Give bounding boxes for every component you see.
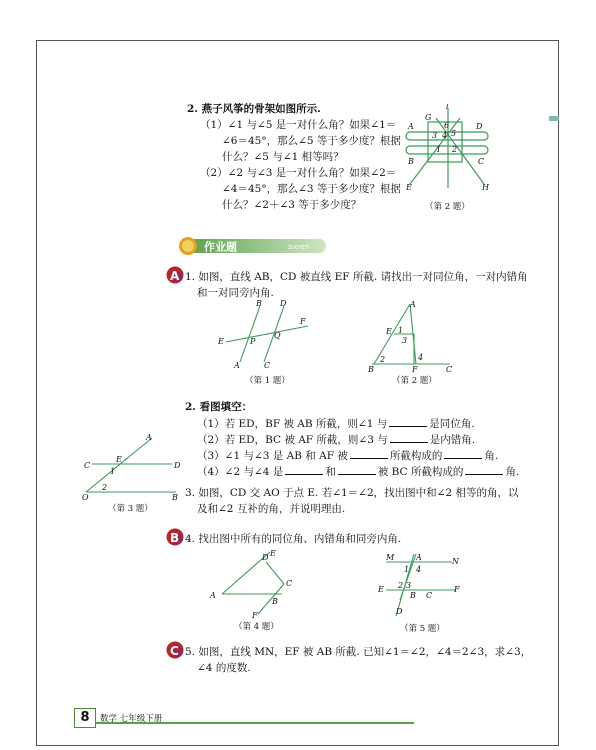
q2-top-line3: ∠6＝45°，那么∠5 等于多少度？根据 [222, 135, 401, 147]
fig4-label-D: D [262, 553, 269, 562]
fig5-label-A: A [416, 553, 422, 562]
fig3-label-2: 2 [102, 483, 108, 492]
q2-top-line5: （2）∠2 与∠3 是一对什么角？如果∠2＝ [200, 167, 397, 179]
fig3-label-B: B [172, 493, 178, 502]
fig4-label-E: E [270, 549, 276, 558]
edge-tab [549, 116, 559, 121]
fig5-label-F: F [454, 585, 460, 594]
level-a-badge [166, 266, 184, 284]
fig2-caption: （第 2 题） [392, 376, 437, 386]
a-q2-item4: （4）∠2 与∠4 是 和 被 BC 所截构成的 角. [197, 466, 520, 478]
fig3-label-A: A [146, 433, 152, 442]
fig4-label-C: C [286, 579, 293, 588]
fig4-caption: （第 4 题） [234, 622, 279, 632]
fig2-triangle [366, 300, 462, 374]
q2-top-line6: ∠4＝45°，那么∠3 等于多少度？根据 [222, 183, 401, 195]
c-q5-line2: ∠4 的度数. [197, 662, 251, 674]
level-c-badge [166, 641, 184, 659]
kite-label-C: C [478, 157, 485, 166]
a-q2-item1: （1）若 ED，BF 被 AB 所截，则∠1 与 是同位角. [197, 418, 475, 430]
kite-label-B: B [408, 157, 414, 166]
kite-label-E: E [406, 183, 412, 192]
fig4-label-B: B [272, 597, 278, 606]
fig1-label-Q: Q [274, 331, 281, 340]
level-a-label: A [170, 269, 180, 283]
fig2-label-3: 3 [402, 336, 408, 345]
a-q3-line2: 及和∠2 互补的角，并说明理由. [197, 503, 346, 515]
q2-top-line4: 什么？∠5 与∠1 相等吗？ [222, 151, 344, 163]
fig1-label-D: D [280, 299, 287, 308]
fig1-caption: （第 1 题） [245, 376, 290, 386]
fig1-label-C: C [264, 361, 271, 370]
fig5-label-M: M [386, 553, 395, 562]
kite-label-D: D [476, 122, 483, 131]
fig3-label-C: C [84, 461, 91, 470]
a-q2-item3: （3）∠1 与∠3 是 AB 和 AF 被 所截构成的 角. [197, 450, 499, 462]
kite-label-4: 4 [442, 131, 448, 140]
kite-label-A: A [408, 122, 414, 131]
fig2-label-1: 1 [398, 326, 404, 335]
fig2-label-B: B [368, 365, 374, 374]
fig3-caption: （第 3 题） [108, 504, 153, 514]
fig1-label-F: F [300, 317, 306, 326]
fig5-label-N: N [452, 557, 459, 566]
a-q1-line2: 和一对同旁内角. [197, 287, 274, 299]
a-q1-line1: 1. 如图，直线 AB，CD 被直线 EF 所截. 请找出一对同位角，一对内错角 [185, 271, 528, 283]
fig1-label-A: A [234, 361, 240, 370]
fig3-label-D: D [174, 461, 180, 470]
banner-title: 作业题 [204, 240, 237, 254]
fig5-label-2: 2 [398, 581, 404, 590]
q2-top-line7: 什么？∠2＋∠3 等于多少度？ [222, 199, 362, 211]
page-number: 8 [74, 708, 96, 728]
kite-figure [396, 104, 496, 200]
fig1-label-B: B [256, 299, 262, 308]
fig3-label-E: E [116, 455, 122, 464]
kite-label-5: 5 [451, 129, 457, 138]
fig2-label-C: C [446, 365, 453, 374]
kite-label-H: H [482, 183, 489, 192]
book-title: 数学 七年级下册 [100, 714, 163, 724]
c-q5-line1: 5. 如图，直线 MN，EF 被 AB 所截. 已知∠1＝∠2，∠4＝2∠3，求∠3， [185, 646, 532, 658]
fig5-label-C: C [426, 591, 433, 600]
kite-label-3: 3 [432, 131, 438, 140]
a-q2-item2: （2）若 ED，BC 被 AF 所截，则∠3 与 是内错角. [197, 434, 476, 446]
kite-label-1: 1 [436, 145, 442, 154]
fig2-label-A: A [410, 300, 416, 309]
level-b-label: B [170, 531, 180, 545]
fig5-label-B: B [410, 591, 416, 600]
kite-label-6: 6 [444, 121, 450, 130]
fig5-label-1: 1 [404, 565, 410, 574]
fig5-transversal [376, 552, 464, 622]
fig2-label-2: 2 [380, 355, 386, 364]
q2-top-line2: （1）∠1 与∠5 是一对什么角？如果∠1＝ [200, 119, 397, 131]
fig5-label-E: E [378, 585, 384, 594]
a-q2-title: 2. 看图填空： [185, 401, 253, 413]
fig1-parallel-lines [212, 298, 316, 372]
fig2-label-E: E [386, 327, 392, 336]
level-c-label: C [170, 644, 179, 658]
fig5-label-4: 4 [416, 565, 422, 574]
fig2-label-F: F [412, 365, 418, 374]
fig1-label-P: P [250, 337, 256, 346]
fig3-label-O: O [82, 493, 89, 502]
q2-top-line1: 2. 燕子风筝的骨架如图所示. [187, 103, 321, 115]
fig4-quadrilateral [206, 548, 298, 620]
banner-subtitle: ZUOYETI [288, 245, 310, 251]
level-b-badge [166, 528, 184, 546]
fig1-label-E: E [218, 337, 224, 346]
kite-label-l: l [446, 104, 449, 111]
a-q3-line1: 3. 如图，CD 交 AO 于点 E. 若∠1＝∠2，找出图中和∠2 相等的角，以 [185, 487, 519, 499]
fig3-label-1: 1 [110, 467, 116, 476]
b-q4-line: 4. 找出图中所有的同位角、内错角和同旁内角. [185, 533, 402, 545]
fig5-label-3: 3 [406, 581, 412, 590]
kite-label-2: 2 [452, 145, 458, 154]
kite-caption: （第 2 题） [425, 202, 470, 212]
fig3-angle [80, 430, 180, 502]
fig2-label-4: 4 [418, 353, 424, 362]
homework-banner [176, 236, 328, 256]
fig4-label-F: F [252, 611, 258, 620]
fig4-label-A: A [210, 591, 216, 600]
fig5-label-D: D [396, 607, 403, 616]
fig5-caption: （第 5 题） [400, 624, 445, 634]
kite-label-G: G [425, 113, 432, 122]
